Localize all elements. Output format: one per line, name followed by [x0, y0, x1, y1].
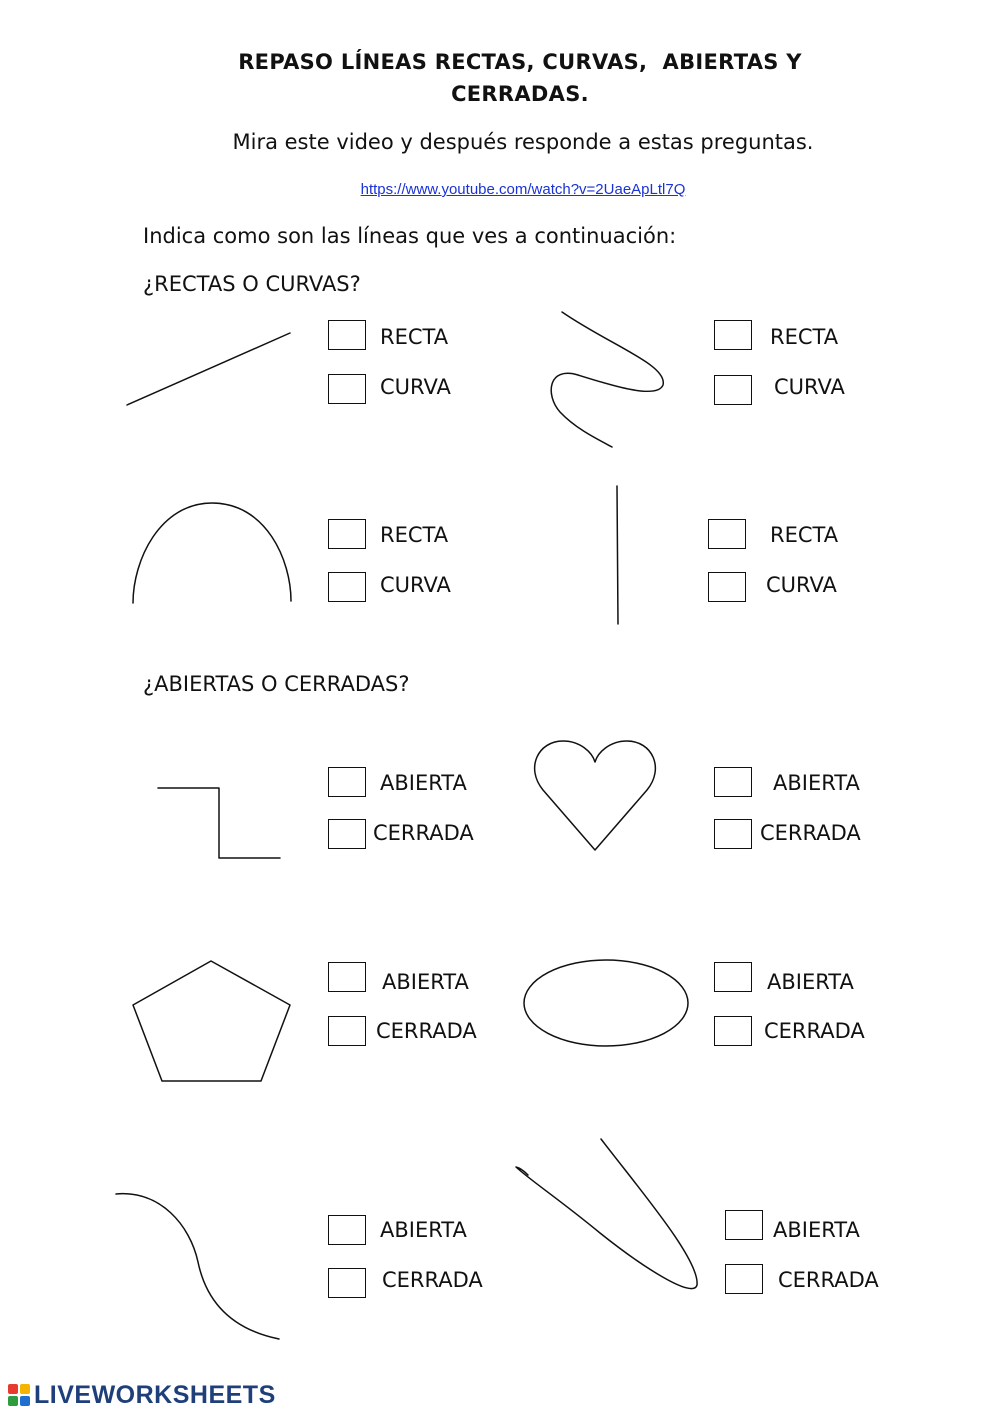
option-curva-1: CURVA [380, 375, 451, 399]
option-curva-4: CURVA [766, 573, 837, 597]
checkbox-recta-3[interactable] [328, 519, 366, 549]
option-recta-4: RECTA [770, 523, 839, 547]
diagonal-line-drawing [127, 333, 290, 405]
checkbox-curva-3[interactable] [328, 572, 366, 602]
option-cerrada-4: CERRADA [764, 1019, 865, 1043]
checkbox-abierta-4[interactable] [714, 962, 752, 992]
intro-text: Mira este video y después responde a estas preguntas. [232, 130, 814, 154]
heart-drawing [535, 741, 656, 850]
option-abierta-3: ABIERTA [382, 970, 469, 994]
ellipse-drawing [524, 960, 688, 1046]
checkbox-recta-2[interactable] [714, 320, 752, 350]
option-curva-3: CURVA [380, 573, 451, 597]
checkbox-abierta-5[interactable] [328, 1215, 366, 1245]
title-line-2: CERRADAS. [451, 82, 589, 106]
option-abierta-4: ABIERTA [767, 970, 854, 994]
s-curve-drawing [116, 1194, 279, 1339]
checkbox-recta-4[interactable] [708, 519, 746, 549]
option-cerrada-3: CERRADA [376, 1019, 477, 1043]
option-cerrada-2: CERRADA [760, 821, 861, 845]
option-curva-2: CURVA [774, 375, 845, 399]
logo-square-blue [20, 1396, 30, 1406]
option-recta-3: RECTA [380, 523, 449, 547]
checkbox-recta-1[interactable] [328, 320, 366, 350]
pentagon-drawing [133, 961, 290, 1081]
checkbox-abierta-1[interactable] [328, 767, 366, 797]
checkbox-cerrada-1[interactable] [328, 819, 366, 849]
option-cerrada-5: CERRADA [382, 1268, 483, 1292]
option-recta-2: RECTA [770, 325, 839, 349]
checkbox-cerrada-3[interactable] [328, 1016, 366, 1046]
logo-square-red [8, 1384, 18, 1394]
option-abierta-1: ABIERTA [380, 771, 467, 795]
loop-curve-drawing [516, 1139, 697, 1289]
liveworksheets-logo-text[interactable]: LIVEWORKSHEETS [34, 1381, 276, 1409]
vertical-line-drawing [617, 486, 618, 624]
wavy-line-drawing [551, 312, 663, 447]
section-heading-straight-curved: ¿RECTAS O CURVAS? [143, 272, 361, 296]
instruction-text: Indica como son las líneas que ves a continuación: [143, 224, 677, 248]
liveworksheets-logo-icon [8, 1384, 30, 1406]
option-cerrada-1: CERRADA [373, 821, 474, 845]
logo-square-yellow [20, 1384, 30, 1394]
option-abierta-2: ABIERTA [773, 771, 860, 795]
option-abierta-5: ABIERTA [380, 1218, 467, 1242]
step-line-drawing [158, 788, 280, 858]
checkbox-cerrada-2[interactable] [714, 819, 752, 849]
title-line-1: REPASO LÍNEAS RECTAS, CURVAS, ABIERTAS Y [238, 50, 802, 74]
option-cerrada-6: CERRADA [778, 1268, 879, 1292]
video-link[interactable]: https://www.youtube.com/watch?v=2UaeApLtl7Q [360, 181, 686, 198]
option-recta-1: RECTA [380, 325, 449, 349]
checkbox-abierta-6[interactable] [725, 1210, 763, 1240]
section-heading-open-closed: ¿ABIERTAS O CERRADAS? [143, 672, 410, 696]
checkbox-curva-2[interactable] [714, 375, 752, 405]
checkbox-cerrada-5[interactable] [328, 1268, 366, 1298]
checkbox-cerrada-6[interactable] [725, 1264, 763, 1294]
checkbox-cerrada-4[interactable] [714, 1016, 752, 1046]
checkbox-curva-1[interactable] [328, 374, 366, 404]
checkbox-abierta-2[interactable] [714, 767, 752, 797]
option-abierta-6: ABIERTA [773, 1218, 860, 1242]
logo-square-green [8, 1396, 18, 1406]
arch-curve-drawing [133, 503, 291, 603]
checkbox-curva-4[interactable] [708, 572, 746, 602]
checkbox-abierta-3[interactable] [328, 962, 366, 992]
